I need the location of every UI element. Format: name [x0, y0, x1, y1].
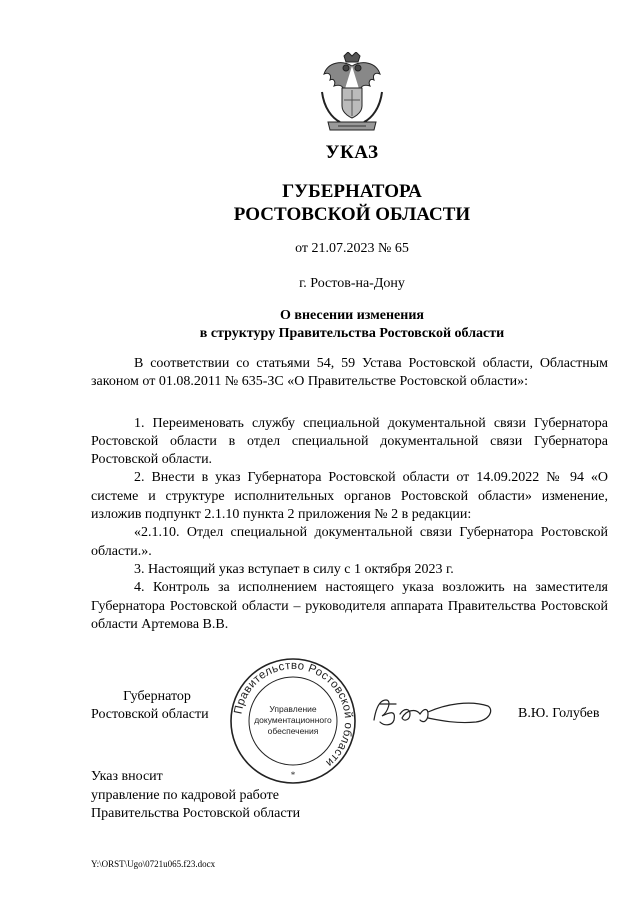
item-2-paragraph: 2. Внести в указ Губернатора Ростовской области от 14.09.2022 № 94 «О системе и структуре исполнительных органов Ростовской области» изменение, изложив подпункт 2.1.10 пункта 2 приложения № 2 в редакции: [91, 470, 608, 523]
official-seal [228, 656, 358, 786]
signatory-name: В.Ю. Голубев [518, 706, 600, 721]
document-type: УКАЗ [325, 142, 379, 163]
item-4-paragraph: 4. Контроль за исполнением настоящего указа возложить на заместителя Губернатора Ростовской области – руководителя аппарата Правительства Ростовской области Артемова В.В. [91, 580, 608, 632]
signatory-title [91, 688, 223, 724]
file-path: Y:\ORST\Ugo\0721u065.f23.docx [91, 859, 216, 869]
subject-line-1: О внесении изменения [280, 308, 424, 323]
item-1-paragraph: 1. Переименовать службу специальной документальной связи Губернатора Ростовской области в отдел специальной документальной связи Губернатора Ростовской области. [91, 415, 608, 468]
authority-line-1: ГУБЕРНАТОРА [282, 181, 422, 202]
submitted-by-note [91, 768, 300, 824]
document-body [91, 355, 608, 634]
svg-text:*: * [290, 770, 296, 780]
signatory-title-line-1: Губернатор [123, 689, 191, 704]
submitted-by-line-3: Правительства Ростовской области [91, 806, 301, 821]
document-subject [0, 307, 640, 343]
issuing-authority [0, 180, 640, 226]
item-2-quote-paragraph: «2.1.10. Отдел специальной документальной связи Губернатора Ростовской области.». [91, 525, 608, 559]
seal-inner-line-3: обеспечения [267, 726, 319, 736]
authority-line-2: РОСТОВСКОЙ ОБЛАСТИ [233, 204, 471, 225]
preamble-paragraph: В соответствии со статьями 54, 59 Устава Ростовской области, Областным законом от 01.08.2011 № 635-ЗС «О Правительстве Ростовской области»: [91, 356, 608, 390]
submitted-by-line-2: управление по кадровой работе [91, 787, 279, 803]
coat-of-arms-icon [318, 52, 386, 134]
signatory-title-line-2: Ростовской области [91, 707, 209, 722]
seal-outer-text: Правительство Ростовской области [232, 659, 355, 769]
handwritten-signature [366, 690, 496, 732]
item-3-paragraph: 3. Настоящий указ вступает в силу с 1 октября 2023 г. [134, 561, 454, 577]
date-and-number: от 21.07.2023 № 65 [295, 241, 409, 256]
submitted-by-line-1: Указ вносит [91, 769, 163, 784]
seal-inner-line-2: документационного [254, 715, 332, 725]
seal-inner-line-1: Управление [269, 704, 317, 714]
city: г. Ростов-на-Дону [299, 276, 405, 291]
subject-line-2: в структуру Правительства Ростовской области [199, 326, 505, 341]
